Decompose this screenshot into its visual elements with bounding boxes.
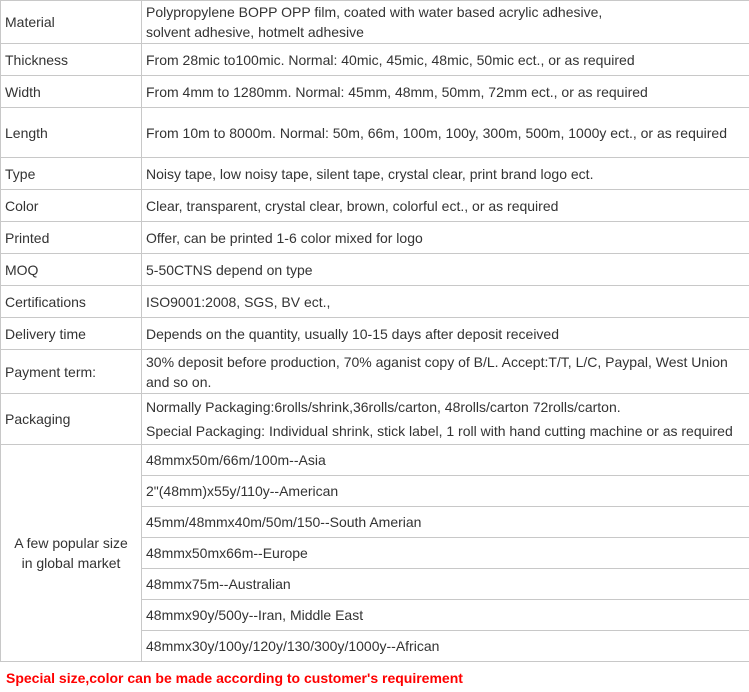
table-row-thickness [1,44,749,76]
value-line: 48mmx75m--Australian [146,576,291,592]
value-line: 45mm/48mmx40m/50m/150--South Amerian [146,514,422,530]
size-value [142,600,749,631]
row-value [142,350,749,394]
value-line: solvent adhesive, hotmelt adhesive [146,24,364,40]
row-label: Thickness [1,44,142,76]
row-value [142,254,749,286]
row-value [142,222,749,254]
value-line: From 28mic to100mic. Normal: 40mic, 45mic, 48mic, 50mic ect., or as required [146,51,635,68]
size-value [142,631,749,662]
row-value [142,1,749,44]
popular-label-line: A few popular size [14,535,128,551]
table-row-type [1,158,749,190]
value-line: Normally Packaging:6rolls/shrink,36rolls/carton, 48rolls/carton 72rolls/carton. [146,399,621,415]
row-label: Payment term: [1,350,142,394]
value-line: From 4mm to 1280mm. Normal: 45mm, 48mm, 50mm, 72mm ect., or as required [146,83,648,100]
size-value [142,476,749,507]
value-line: and so on. [146,373,212,390]
value-line: 5-50CTNS depend on type [146,261,313,278]
table-row-moq [1,254,749,286]
row-value [142,108,749,158]
row-value [142,394,749,445]
value-line: Depends on the quantity, usually 10-15 days after deposit received [146,325,559,342]
size-value [142,507,749,538]
table-row-color [1,190,749,222]
value-line: 48mmx30y/100y/120y/130/300y/1000y--African [146,638,440,654]
value-line: From 10m to 8000m. Normal: 50m, 66m, 100m, 100y, 300m, 500m, 1000y ect., or as required [146,124,728,141]
size-value [142,569,749,600]
value-line: ISO9001:2008, SGS, BV ect., [146,293,331,310]
value-line: 2"(48mm)x55y/110y--American [146,483,339,499]
custom-requirement-note: Special size,color can be made according to customer's requirement [6,670,463,686]
table-row-packaging [1,394,749,445]
value-line: Special Packaging: Individual shrink, stick label, 1 roll with hand cutting machine or as required [146,423,733,439]
value-line: 48mmx50mx66m--Europe [146,545,308,561]
popular-size-label [1,445,142,662]
value-line: Offer, can be printed 1-6 color mixed for logo [146,229,423,246]
popular-label-line: in global market [21,555,121,571]
row-value [142,190,749,222]
value-line: 48mmx50m/66m/100m--Asia [146,452,326,468]
row-label: Delivery time [1,318,142,350]
row-value [142,318,749,350]
table-row-certifications [1,286,749,318]
table-row-material [1,1,749,44]
row-label: MOQ [1,254,142,286]
row-label: Color [1,190,142,222]
table-row-width [1,76,749,108]
table-row-printed [1,222,749,254]
row-value [142,158,749,190]
row-label: Width [1,76,142,108]
value-line: Clear, transparent, crystal clear, brown, colorful ect., or as required [146,197,559,214]
row-label: Material [1,1,142,44]
value-line: 30% deposit before production, 70% aganist copy of B/L. Accept:T/T, L/C, Paypal, West Union [146,353,728,370]
size-value [142,538,749,569]
size-value [142,445,749,476]
value-line: 48mmx90y/500y--Iran, Middle East [146,607,364,623]
row-value [142,286,749,318]
table-row-length [1,108,749,158]
value-line: Noisy tape, low noisy tape, silent tape, crystal clear, print brand logo ect. [146,165,594,182]
table-row-delivery-time [1,318,749,350]
row-value [142,44,749,76]
row-value [142,76,749,108]
value-line: Polypropylene BOPP OPP film, coated with water based acrylic adhesive, [146,4,603,20]
row-label: Packaging [1,394,142,445]
table-row-popular-size [1,445,749,476]
table-row-payment-term [1,350,749,394]
row-label: Printed [1,222,142,254]
row-label: Certifications [1,286,142,318]
row-label: Length [1,108,142,158]
row-label: Type [1,158,142,190]
